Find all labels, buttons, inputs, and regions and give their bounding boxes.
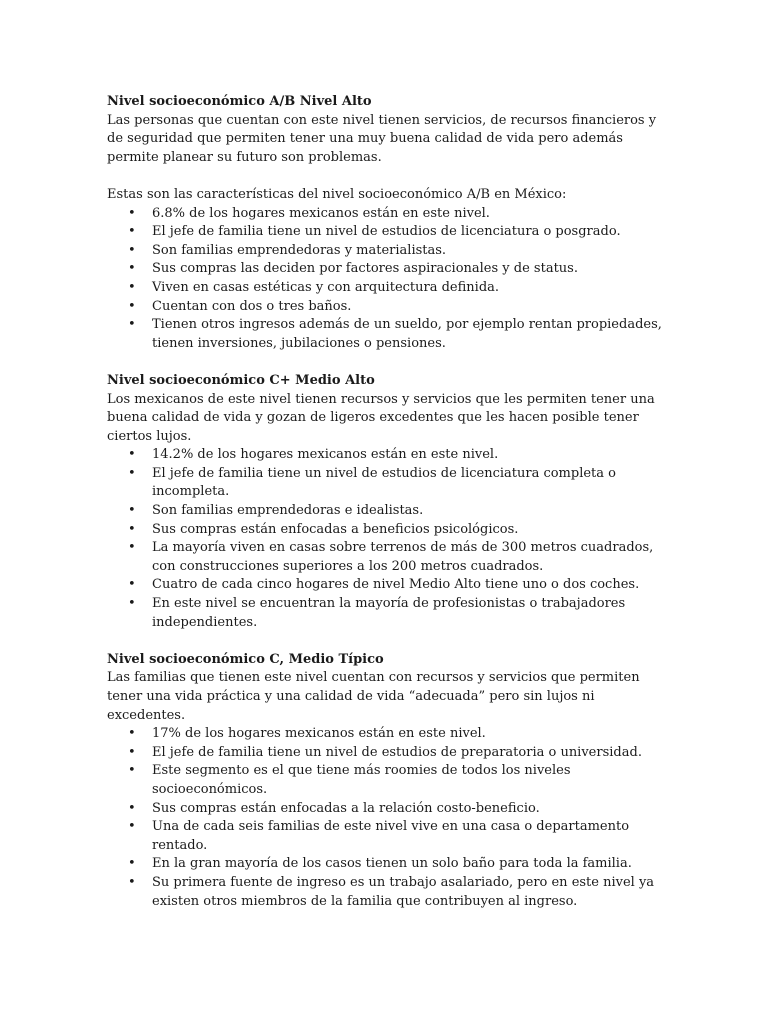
list-item [107,205,667,224]
section-lead-paragraph: Estas son las características del nivel socioeconómico A/B en México: [107,186,567,202]
list-item-text: Sus compras están enfocadas a la relación costo-beneficio. [152,800,540,816]
list-item [107,800,667,819]
section-c-plus-medio-alto [107,372,667,632]
list-item-text: Son familias emprendedoras y materialistas. [152,242,447,258]
section-c-medio-tipico [107,651,667,911]
bullet-icon: • [128,540,136,556]
list-item [107,465,667,502]
list-item [107,539,667,576]
section-intro-paragraph: Los mexicanos de este nivel tienen recursos y servicios que les permiten tener una buena calidad de vida y gozan de ligeros excedentes que les hacen posible tener ciertos lujos. [107,391,655,444]
section-intro-paragraph: Las personas que cuentan con este nivel tienen servicios, de recursos financieros y de seguridad que permiten tener una muy buena calidad de vida pero además permite planear su futuro son problemas. [107,112,657,165]
list-item-text: En este nivel se encuentran la mayoría de profesionistas o trabajadores independientes. [152,596,626,630]
list-item [107,818,667,855]
list-item-text: Tienen otros ingresos además de un sueldo, por ejemplo rentan propiedades, tienen inversiones, jubilaciones o pensiones. [152,317,662,351]
list-item [107,595,667,632]
bullet-icon: • [128,503,136,519]
list-item [107,502,667,521]
bullet-icon: • [128,205,136,221]
bullet-icon: • [128,224,136,240]
list-item [107,298,667,317]
section-heading: Nivel socioeconómico A/B Nivel Alto [107,94,372,109]
list-item [107,242,667,261]
list-item [107,762,667,799]
list-item-text: Cuatro de cada cinco hogares de nivel Medio Alto tiene uno o dos coches. [152,577,640,593]
list-item [107,260,667,279]
list-item-text: Cuentan con dos o tres baños. [152,298,352,314]
list-item [107,316,667,353]
list-item-text: El jefe de familia tiene un nivel de estudios de licenciatura o posgrado. [152,224,621,240]
list-item [107,223,667,242]
bullet-icon: • [128,261,136,277]
bullet-list [107,446,667,632]
bullet-icon: • [128,856,136,872]
bullet-icon: • [128,596,136,612]
list-item [107,521,667,540]
list-item-text: Viven en casas estéticas y con arquitectura definida. [152,279,500,295]
list-item [107,855,667,874]
bullet-icon: • [128,465,136,481]
bullet-list [107,205,667,354]
list-item-text: Sus compras las deciden por factores aspiracionales y de status. [152,261,578,277]
bullet-icon: • [128,279,136,295]
list-item-text: Sus compras están enfocadas a beneficios psicológicos. [152,521,519,537]
document-page [107,93,667,911]
bullet-icon: • [128,744,136,760]
section-intro-paragraph: Las familias que tienen este nivel cuentan con recursos y servicios que permiten tener una vida práctica y una calidad de vida “adecuada” pero sin lujos ni excedentes. [107,670,640,723]
list-item-text: Su primera fuente de ingreso es un trabajo asalariado, pero en este nivel ya existen otros miembros de la familia que contribuyen al ingreso. [152,874,655,909]
section-heading: Nivel socioeconómico C+ Medio Alto [107,372,375,388]
section-heading: Nivel socioeconómico C, Medio Típico [107,651,384,667]
bullet-icon: • [128,726,136,742]
list-item-text: 6.8% de los hogares mexicanos están en este nivel. [152,205,490,221]
list-item [107,725,667,744]
list-item [107,744,667,763]
bullet-icon: • [128,317,136,333]
list-item-text: Son familias emprendedoras e idealistas. [152,503,424,519]
bullet-icon: • [128,763,136,779]
list-item [107,446,667,465]
bullet-list [107,725,667,911]
bullet-icon: • [128,874,136,890]
bullet-icon: • [128,447,136,463]
section-ab-nivel-alto [107,93,667,353]
list-item-text: El jefe de familia tiene un nivel de estudios de preparatoria o universidad. [152,744,642,760]
bullet-icon: • [128,819,136,835]
list-item [107,874,667,911]
bullet-icon: • [128,521,136,537]
bullet-icon: • [128,298,136,314]
list-item [107,279,667,298]
bullet-icon: • [128,242,136,258]
bullet-icon: • [128,800,136,816]
list-item-text: 17% de los hogares mexicanos están en este nivel. [152,726,486,742]
bullet-icon: • [128,577,136,593]
list-item-text: 14.2% de los hogares mexicanos están en este nivel. [152,447,499,463]
list-item [107,576,667,595]
list-item-text: La mayoría viven en casas sobre terrenos de más de 300 metros cuadrados, con construcciones superiores a los 200 metros cuadrados. [152,540,654,574]
list-item-text: En la gran mayoría de los casos tienen un solo baño para toda la familia. [152,856,632,872]
list-item-text: El jefe de familia tiene un nivel de estudios de licenciatura completa o incompleta. [152,465,616,500]
list-item-text: Este segmento es el que tiene más roomies de todos los niveles socioeconómicos. [152,763,571,797]
list-item-text: Una de cada seis familias de este nivel vive en una casa o departamento rentado. [152,819,630,853]
